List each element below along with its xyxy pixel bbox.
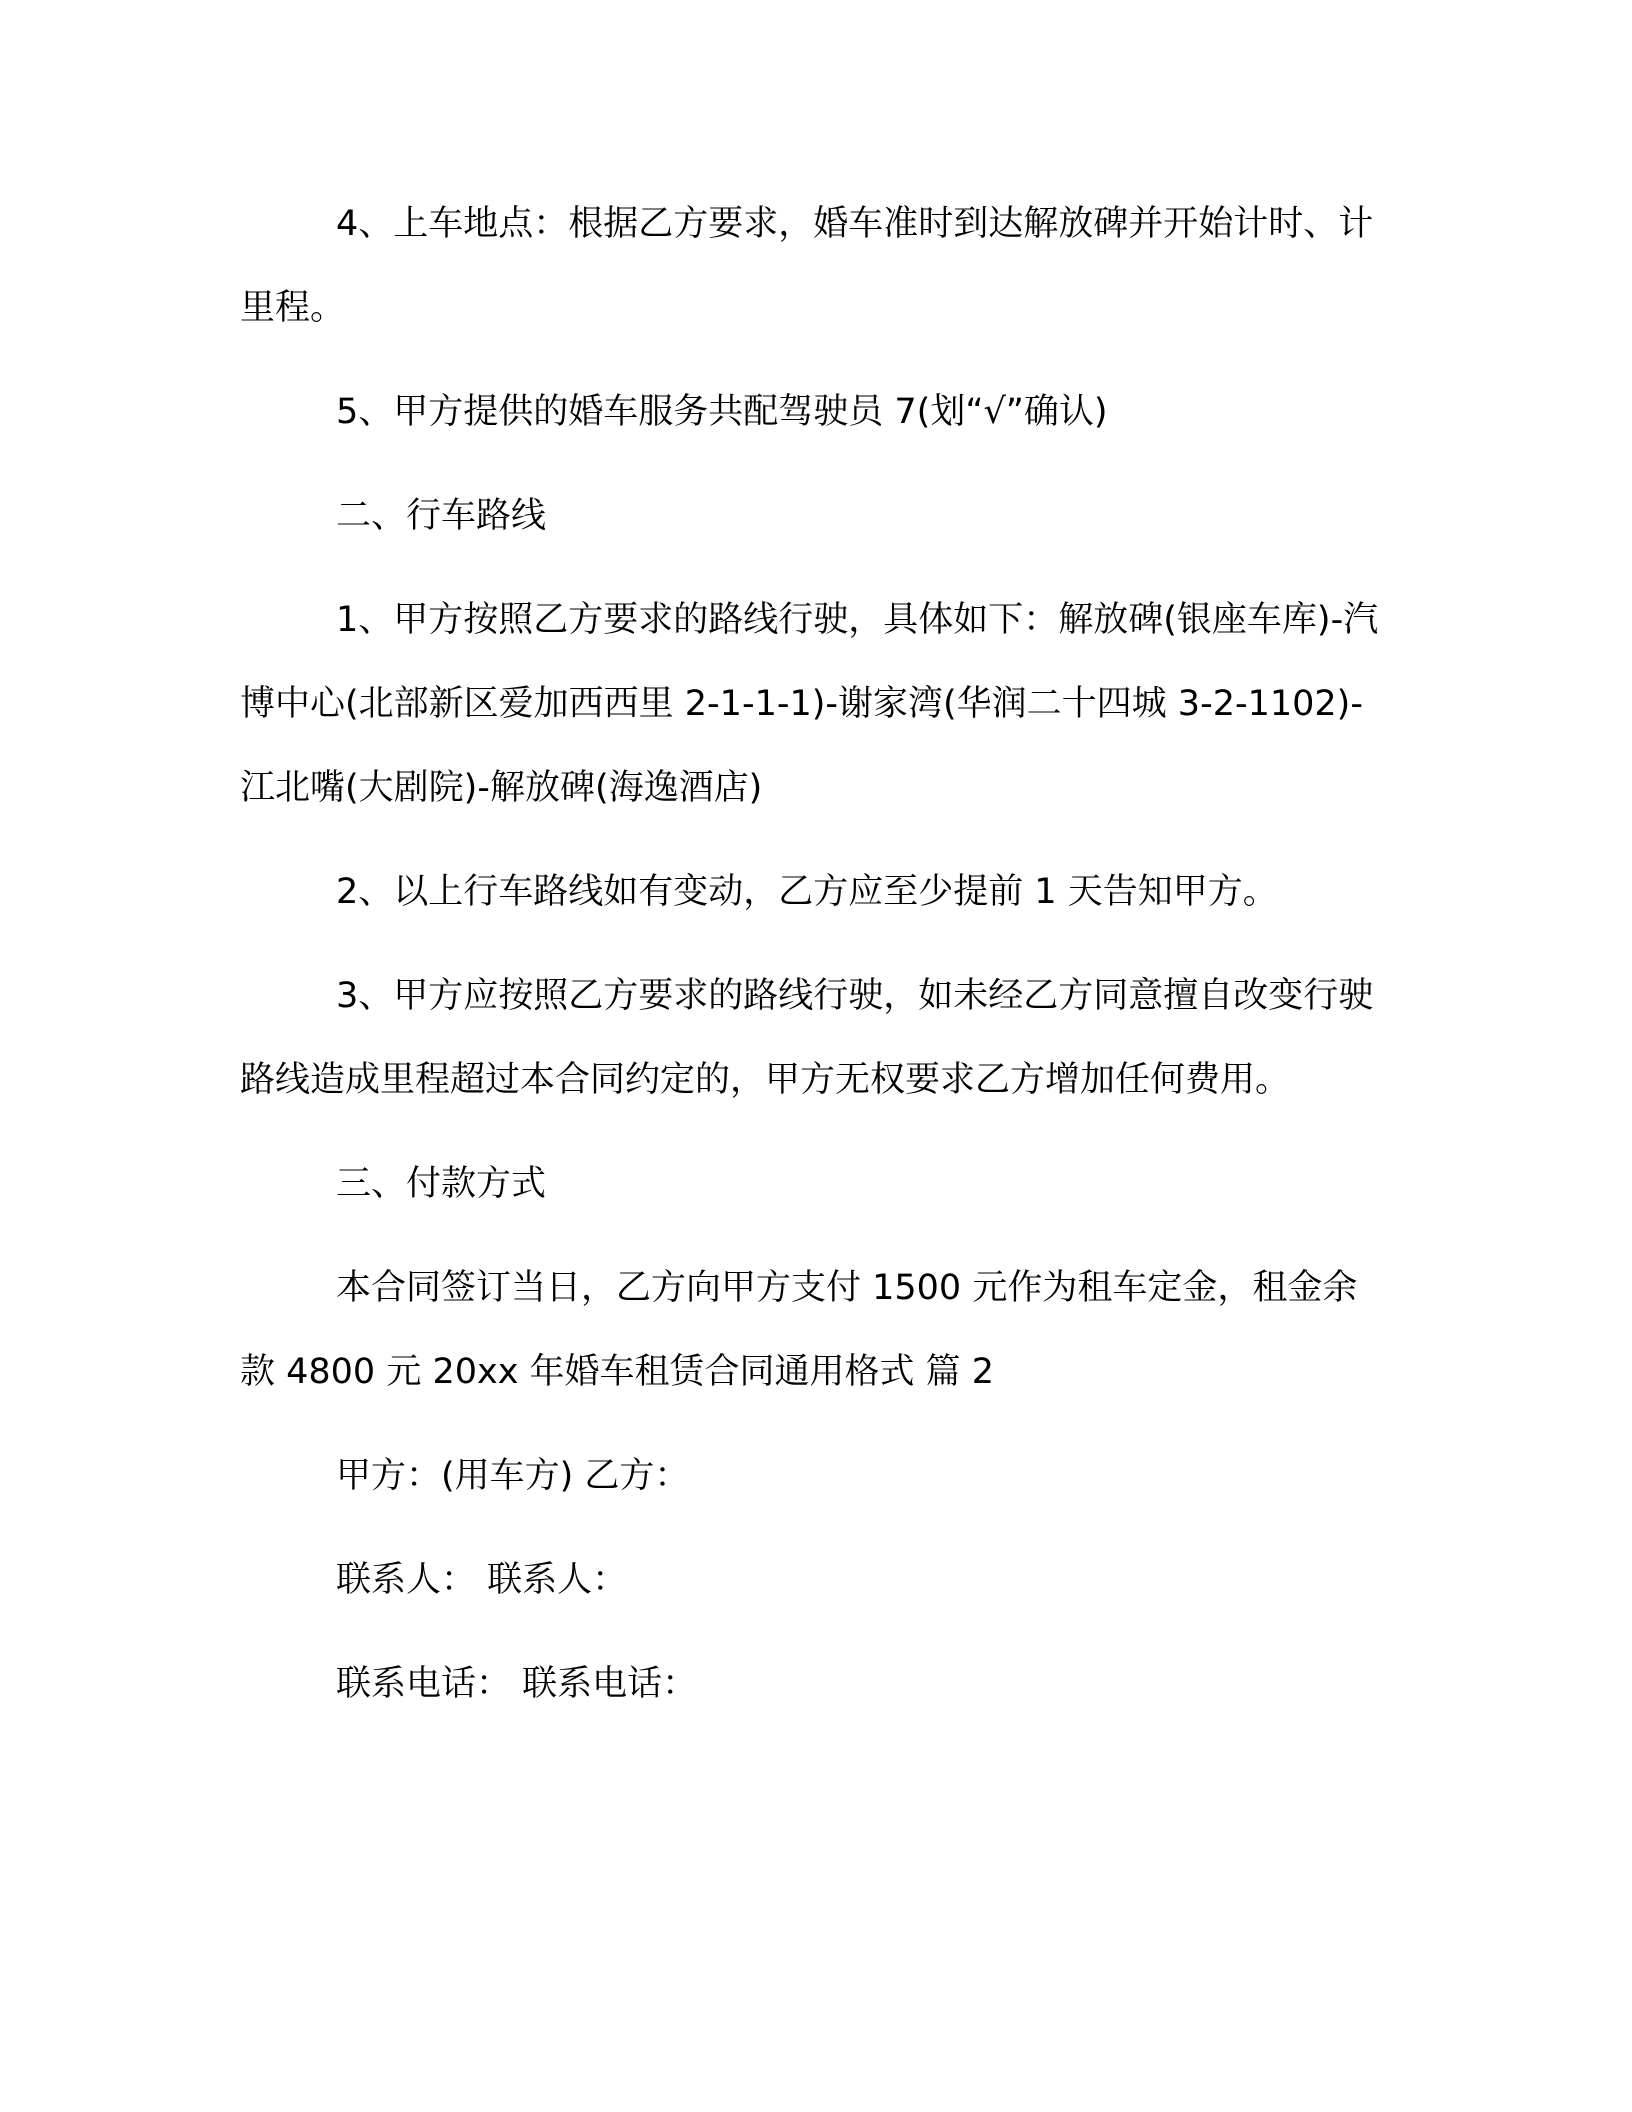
clause-drivers: 5、甲方提供的婚车服务共配驾驶员 7(划“√”确认) — [336, 392, 1108, 432]
document-body — [240, 182, 1392, 1746]
clause-route-change: 2、以上行车路线如有变动，乙方应至少提前 1 天告知甲方。 — [336, 872, 1278, 912]
section-heading-payment: 三、付款方式 — [336, 1164, 547, 1204]
contact-phone-line: 联系电话： 联系电话： — [336, 1664, 698, 1704]
clause-payment: 本合同签订当日，乙方向甲方支付 1500 元作为租车定金，租金余款 4800 元 20xx 年婚车租赁合同通用格式 篇 2 — [240, 1268, 1358, 1392]
party-line: 甲方：(用车方) 乙方： — [336, 1456, 690, 1496]
clause-pickup-location: 4、上车地点：根据乙方要求，婚车准时到达解放碑并开始计时、计里程。 — [240, 204, 1374, 328]
section-heading-route: 二、行车路线 — [336, 496, 547, 536]
clause-route-deviation: 3、甲方应按照乙方要求的路线行驶，如未经乙方同意擅自改变行驶路线造成里程超过本合同约定的，甲方无权要求乙方增加任何费用。 — [240, 976, 1374, 1100]
clause-route-details: 1、甲方按照乙方要求的路线行驶，具体如下：解放碑(银座车库)-汽博中心(北部新区爱加西西里 2-1-1-1)-谢家湾(华润二十四城 3-2-1102)-江北嘴(大剧院)-解放碑(海逸酒店) — [240, 600, 1379, 808]
contact-person-line: 联系人： 联系人： — [336, 1560, 628, 1600]
